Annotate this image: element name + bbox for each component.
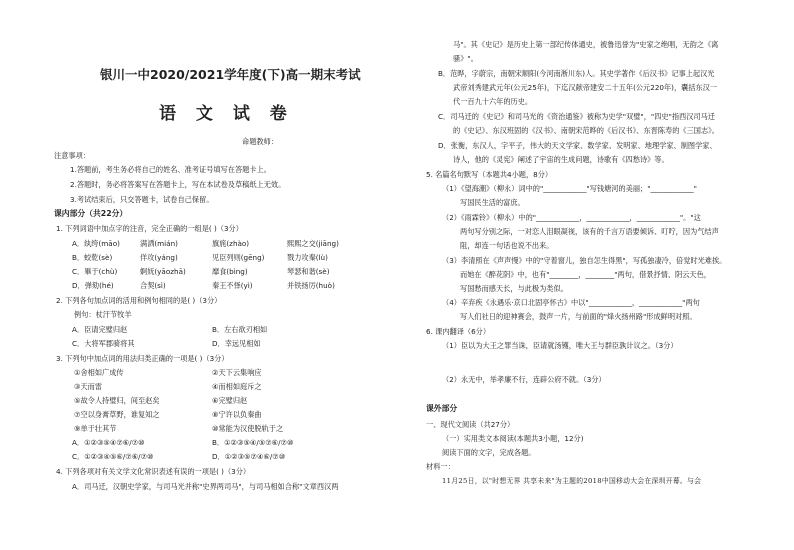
author-label: 命题教师： xyxy=(242,137,278,146)
q5-line: 而她在《醉花阴》中，也有"________，________"两句，借景抒情、阴云天色， xyxy=(460,270,711,279)
q1-option: 婀妩(yāozhā) xyxy=(140,267,186,276)
q1-option: 并铁扬厉(huò) xyxy=(287,281,335,290)
q1-option: 秦王不怿(yì) xyxy=(212,281,253,290)
q2-option: C．大将军郡骑将其 xyxy=(72,339,135,348)
part2-instruction: 阅读下面的文字，完成各题。 xyxy=(442,448,536,457)
notice-item: 2.答题时，务必将答案写在答题卡上，写在本试卷及草稿纸上无效。 xyxy=(70,180,286,189)
q1-option: 合契(sì) xyxy=(140,281,166,290)
q5-line: （1）《望海潮》（柳永）词中的"____________"写钱塘河的美丽；"____________" xyxy=(442,184,697,193)
part2-sub-heading: （一）实用类文本阅读(本题共3小题，12分) xyxy=(442,434,584,443)
q1-option: 佯攻(yáng) xyxy=(140,253,178,262)
q4-option-c: 的《史记》、东汉班固的《汉书》、南朝宋范晔的《后汉书》、东晋陈寿的《三国志》。 xyxy=(453,126,719,135)
q1-option: 熙熙之交(jiāng) xyxy=(287,239,339,248)
q1-option: 琴瑟和谐(sè) xyxy=(287,267,330,276)
q1-option: 见臣列则(gēng) xyxy=(212,253,265,262)
q5-line: 写国愁而感天长，与此极为类似。 xyxy=(460,284,568,293)
q3-item: ⑨单于壮其节 xyxy=(74,424,117,433)
q3-option: C．①②③④⑤⑥/⑦⑥/⑦⑩ xyxy=(72,452,154,461)
material-label: 材料一： xyxy=(426,462,455,471)
q4-option-b: B．范晔，字蔚宗，南朝宋顺阳(今河南淅川东)人。其史学著作《后汉书》记事上起汉光 xyxy=(438,69,715,78)
q3-item: ③天而雷 xyxy=(74,382,103,391)
q3-item: ②天下云集响应 xyxy=(212,368,262,377)
section-heading: 课内部分（共22分） xyxy=(54,209,128,218)
notice-item: 1.答题前，考生务必将自己的姓名、准考证号填写在答题卡上。 xyxy=(70,165,271,174)
q3-item: ⑧宁许以负秦曲 xyxy=(212,410,262,419)
q6-line: （2）永无中，举孝廉不行，连辟公府不就。（3分） xyxy=(442,375,606,384)
material-text: 11月25日，以"时想无界 共享未来"为主题的2018中国移动大会在深圳开幕。与会 xyxy=(442,477,702,485)
question-2: 2. 下列各句加点词的活用和例句相同的是( )（3分） xyxy=(56,296,222,305)
q3-option: A．①②③⑤④⑦⑥/⑦⑩ xyxy=(72,438,145,447)
q4-option-b: 代一百九十六年的历史。 xyxy=(453,97,533,106)
question-5: 5. 名篇名句默写（本题共4小题，8分） xyxy=(426,170,553,179)
part2-heading: 课外部分 xyxy=(426,404,458,413)
part2-sub-heading: 一、现代文阅读（共27分） xyxy=(426,420,515,429)
question-3: 3. 下列句中加点词的用法归类正确的一项是( )（3分） xyxy=(56,354,229,363)
q5-line: 写国民生活的富庶。 xyxy=(460,198,525,207)
q2-example: 例句：杖汗节牧羊 xyxy=(74,310,132,319)
q3-item: ⑩常能为汉使脱轨于之 xyxy=(212,424,284,433)
q1-option: 靡食(bìng) xyxy=(212,267,248,276)
q5-line: （3）李清照在《声声慢》中的"守着窗儿，独自怎生得黑"，写孤独凄冷，倍觉时光难挨。 xyxy=(442,256,727,265)
q2-option: B．左右欲刃相如 xyxy=(212,325,268,334)
q4-option-a-cont: 骚》"。 xyxy=(453,54,478,63)
q3-item: ①舍相如广成传 xyxy=(74,368,124,377)
q4-option-a-cont: 马"。其《史记》是历史上第一部纪传体通史，被鲁迅誉为"史家之绝唱，无韵之《离 xyxy=(453,40,719,49)
q5-line: （2）《雨霖铃》（柳永）中的"____________，____________，____________"。"这 xyxy=(442,213,701,222)
notice-heading: 注意事项： xyxy=(54,151,90,160)
q5-line: 阻，却连一句话也说不出来。 xyxy=(460,241,554,250)
notice-item: 3.考试结束后，只交答题卡，试卷自己保留。 xyxy=(70,195,214,204)
q1-option: 满洒(mián) xyxy=(140,239,178,248)
q1-option: B．蛟乾(sè) xyxy=(72,253,113,262)
q1-option: 旗旄(zhào) xyxy=(212,239,250,248)
question-4: 4. 下列各项对有关文学文化常识表述有误的一项是( )（3分） xyxy=(56,467,251,476)
q1-option: A．纨绔(māo) xyxy=(72,239,120,248)
q5-line: 写人们社日的迎神赛会，鼓声一片，与前面的"烽火扬州路"形成鲜明对照。 xyxy=(460,312,697,321)
q5-line: （4）辛弃疾《永遇乐·京口北固亭怀古》中以"____________，____________"两句 xyxy=(442,298,700,307)
q4-option-a: A．司马迁，汉朝史学家，与司马光并称"史界两司马"，与司马相如合称"文章西汉两 xyxy=(72,482,339,491)
q1-option: 戮力攻秦(lù) xyxy=(287,253,328,262)
q4-option-d: D．张衡，东汉人，字平子，伟大的天文学家、数学家、发明家、地理学家、制图学家、 xyxy=(438,141,717,150)
q4-option-b: 武帝刘秀建武元年(公元25年)，下迄汉献帝建安二十五年(公元220年)，囊括东汉一 xyxy=(453,83,718,92)
q2-option: A．臣请完璧归赵 xyxy=(72,325,128,334)
q3-item: ⑥完璧归赵 xyxy=(212,396,248,405)
paper-title: 语 文 试 卷 xyxy=(159,104,294,124)
q3-option: B．①②③⑤④/⑤⑦⑥/⑦⑩ xyxy=(212,438,294,447)
q6-line: （1）臣以为大王之罪当诛，臣请就汤镬，唯大王与群臣孰计议之。（3分） xyxy=(442,341,678,350)
q4-option-d: 诗人，他的《灵宪》阐述了宇宙的生成问题，诗歌有《四愁诗》等。 xyxy=(453,155,669,164)
q1-option: C．畢于(chù) xyxy=(72,267,118,276)
q3-item: ④而相如庭斥之 xyxy=(212,382,262,391)
q3-item: ⑦空以身膏草野，谁复知之 xyxy=(74,410,160,419)
q2-option: D．幸远见相如 xyxy=(212,339,261,348)
question-6: 6. 课内翻译（6分） xyxy=(426,327,491,336)
question-1: 1. 下列词语中加点字的注音，完全正确的一组是( )（3分） xyxy=(56,224,243,233)
q4-option-c: C．司马迁的《史记》和司马光的《资治通鉴》被称为史学"双璧"，"四史"指西汉司马迁 xyxy=(438,112,715,121)
exam-title: 银川一中2020/2021学年度(下)高一期末考试 xyxy=(100,67,361,82)
q5-line: 两句写分别之际，一对恋人泪眼凝视，该有的千言万语要倾诉、叮咛，因为气结声 xyxy=(460,227,719,236)
q1-option: D．弹劾(hé) xyxy=(72,281,114,290)
q3-item: ⑤故令人持璧归，间至赵矣 xyxy=(74,396,160,405)
q3-option: D．①②③⑤⑦④⑥/⑦⑩ xyxy=(212,452,286,461)
